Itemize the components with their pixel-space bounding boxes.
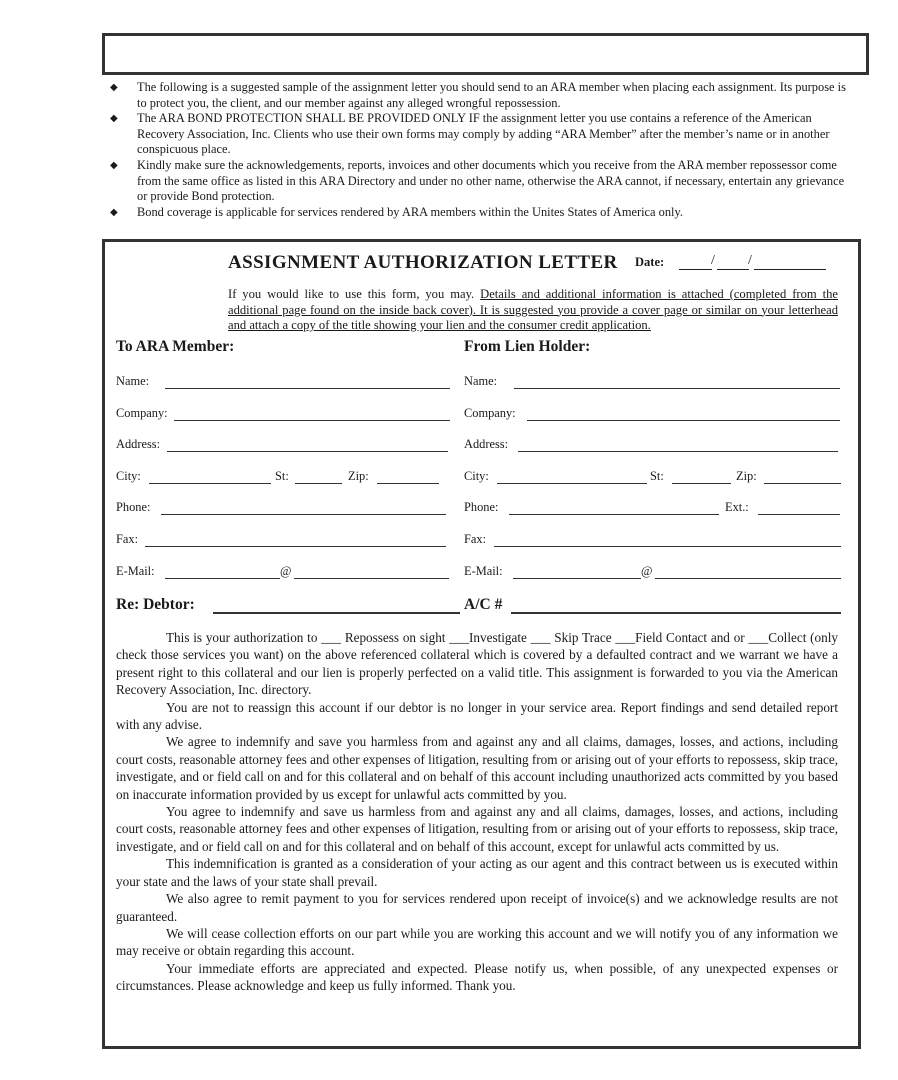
lienholder-address-field[interactable] — [518, 451, 838, 452]
terms-paragraph: We also agree to remit payment to you for services rendered upon receipt of invoice(s) and we acknowledge results are not guaranteed. — [116, 891, 838, 924]
assignment-letter-form — [102, 239, 861, 1049]
diamond-bullet-icon: ◆ — [110, 113, 118, 125]
debtor-label: Re: Debtor: — [116, 596, 195, 613]
lienholder-zip-field[interactable] — [764, 483, 841, 484]
name-label: Name: — [116, 374, 150, 388]
at-sign: @ — [280, 564, 292, 578]
terms-paragraph: This indemnification is granted as a consideration of your acting as our agent and this contract between us is executed within your state and the laws of your state shall prevail. — [116, 856, 838, 889]
header-box — [102, 33, 869, 75]
date-separator: / — [748, 253, 752, 268]
lienholder-fax-field[interactable] — [494, 546, 841, 547]
terms-paragraph: You agree to indemnify and save us harmless from and against any and all claims, damages, losses, and actions, including court costs, reasonable attorney fees and other expenses of litigation, resulting from or arising out of your efforts to repossess, skip trace, investigate, and or field call on and for this collateral and on behalf of this account, except for unlawful acts committed by us. — [116, 804, 838, 854]
address-label: Address: — [116, 437, 161, 451]
phone-label: Phone: — [116, 500, 151, 514]
phone-label: Phone: — [464, 500, 499, 514]
zip-label: Zip: — [736, 469, 757, 483]
fax-label: Fax: — [464, 532, 487, 546]
name-label: Name: — [464, 374, 498, 388]
lienholder-name-field[interactable] — [514, 388, 840, 389]
at-sign: @ — [641, 564, 653, 578]
fax-label: Fax: — [116, 532, 139, 546]
terms-paragraph: We will cease collection efforts on our part while you are working this account and we will notify you of any information we may receive or obtain regarding this account. — [116, 925, 838, 959]
member-address-field[interactable] — [167, 451, 448, 452]
terms-paragraph: You are not to reassign this account if our debtor is no longer in your service area. Report findings and send detailed report with any advise. — [116, 699, 838, 733]
intro-text: If you would like to use this form, you may. Details and additional information is attached (completed from the additional page found on the inside back cover). It is suggested you provide a cover page or similar on your letterhead and attach a copy of the title showing your lien and the consumer credit application. — [228, 287, 838, 332]
note-item: ◆ The ARA BOND PROTECTION SHALL BE PROVIDED ONLY IF the assignment letter you use contains a reference of the American Recovery Association, Inc. Clients who use their own forms may comply by adding “ARA Member” after the member’s name or in another conspicuous place. — [110, 111, 830, 157]
city-label: City: — [464, 469, 489, 483]
lienholder-company-field[interactable] — [527, 420, 840, 421]
to-member-heading: To ARA Member: — [116, 338, 235, 355]
ext-label: Ext.: — [725, 500, 749, 514]
email-label: E-Mail: — [464, 564, 503, 578]
company-label: Company: — [464, 406, 516, 420]
date-label: Date: — [635, 255, 665, 269]
member-email-user-field[interactable] — [165, 578, 280, 579]
state-label: St: — [650, 469, 664, 483]
member-phone-field[interactable] — [161, 514, 446, 515]
date-separator: / — [711, 253, 715, 268]
diamond-bullet-icon: ◆ — [110, 206, 118, 218]
lienholder-city-field[interactable] — [497, 483, 647, 484]
member-city-field[interactable] — [149, 483, 271, 484]
city-label: City: — [116, 469, 141, 483]
terms-paragraph: This is your authorization to ___ Repossess on sight ___Investigate ___ Skip Trace ___Field Contact and or ___Collect (only check those services you want) on the above referenced collateral which is covered by a defaulted contract and we warrant we have a present right to this collateral and our lien is properly perfected on a valid title. This assignment is forwarded to you via the American Recovery Association, Inc. directory. — [116, 630, 838, 698]
lienholder-email-domain-field[interactable] — [655, 578, 841, 579]
note-item: ◆ Kindly make sure the acknowledgements, reports, invoices and other documents which you receive from the ARA member repossessor come from the same office as listed in this ARA Directory and under no other name, otherwise the ARA cannot, if necessary, entertain any grievance or provide Bond protection. — [110, 157, 845, 204]
diamond-bullet-icon: ◆ — [110, 82, 118, 93]
date-year-field[interactable] — [754, 269, 826, 270]
date-month-field[interactable] — [679, 269, 712, 270]
from-lienholder-heading: From Lien Holder: — [464, 338, 591, 355]
member-email-domain-field[interactable] — [294, 578, 449, 579]
lienholder-email-user-field[interactable] — [513, 578, 641, 579]
letter-title: ASSIGNMENT AUTHORIZATION LETTER — [228, 252, 618, 273]
lienholder-ext-field[interactable] — [758, 514, 840, 515]
email-label: E-Mail: — [116, 564, 155, 578]
terms-paragraph: We agree to indemnify and save you harmless from and against any and all claims, damages, losses, and actions, including court costs, reasonable attorney fees and other expenses of litigation, resulting from or arising out of your efforts to repossess, skip trace, investigate, and or field call on and for this collateral and on behalf of this account including unauthorized acts committed by you based on inaccurate information provided by us except for unlawful acts committed by you. — [116, 734, 838, 802]
authorization-terms — [116, 629, 838, 995]
date-day-field[interactable] — [717, 269, 749, 270]
member-company-field[interactable] — [174, 420, 450, 421]
account-number-label: A/C # — [464, 596, 503, 613]
note-item: ◆ Bond coverage is applicable for services rendered by ARA members within the Unites States of America only. — [110, 204, 683, 219]
member-name-field[interactable] — [165, 388, 450, 389]
note-item: ◆ The following is a suggested sample of the assignment letter you should send to an ARA member when placing each assignment. Its purpose is to protect you, the client, and our member against any alleged wrongful repossession. — [110, 80, 846, 110]
member-fax-field[interactable] — [145, 546, 446, 547]
state-label: St: — [275, 469, 289, 483]
member-state-field[interactable] — [295, 483, 342, 484]
zip-label: Zip: — [348, 469, 369, 483]
instruction-notes — [110, 80, 850, 220]
terms-paragraph: Your immediate efforts are appreciated and expected. Please notify us, when possible, of any unexpected expenses or circumstances. Please acknowledge and keep us fully informed. Thank you. — [116, 960, 838, 994]
account-number-field[interactable] — [511, 612, 841, 614]
address-label: Address: — [464, 437, 509, 451]
member-zip-field[interactable] — [377, 483, 439, 484]
diamond-bullet-icon: ◆ — [110, 159, 118, 171]
debtor-field[interactable] — [213, 612, 460, 614]
lienholder-state-field[interactable] — [672, 483, 731, 484]
lienholder-phone-field[interactable] — [509, 514, 719, 515]
company-label: Company: — [116, 406, 168, 420]
